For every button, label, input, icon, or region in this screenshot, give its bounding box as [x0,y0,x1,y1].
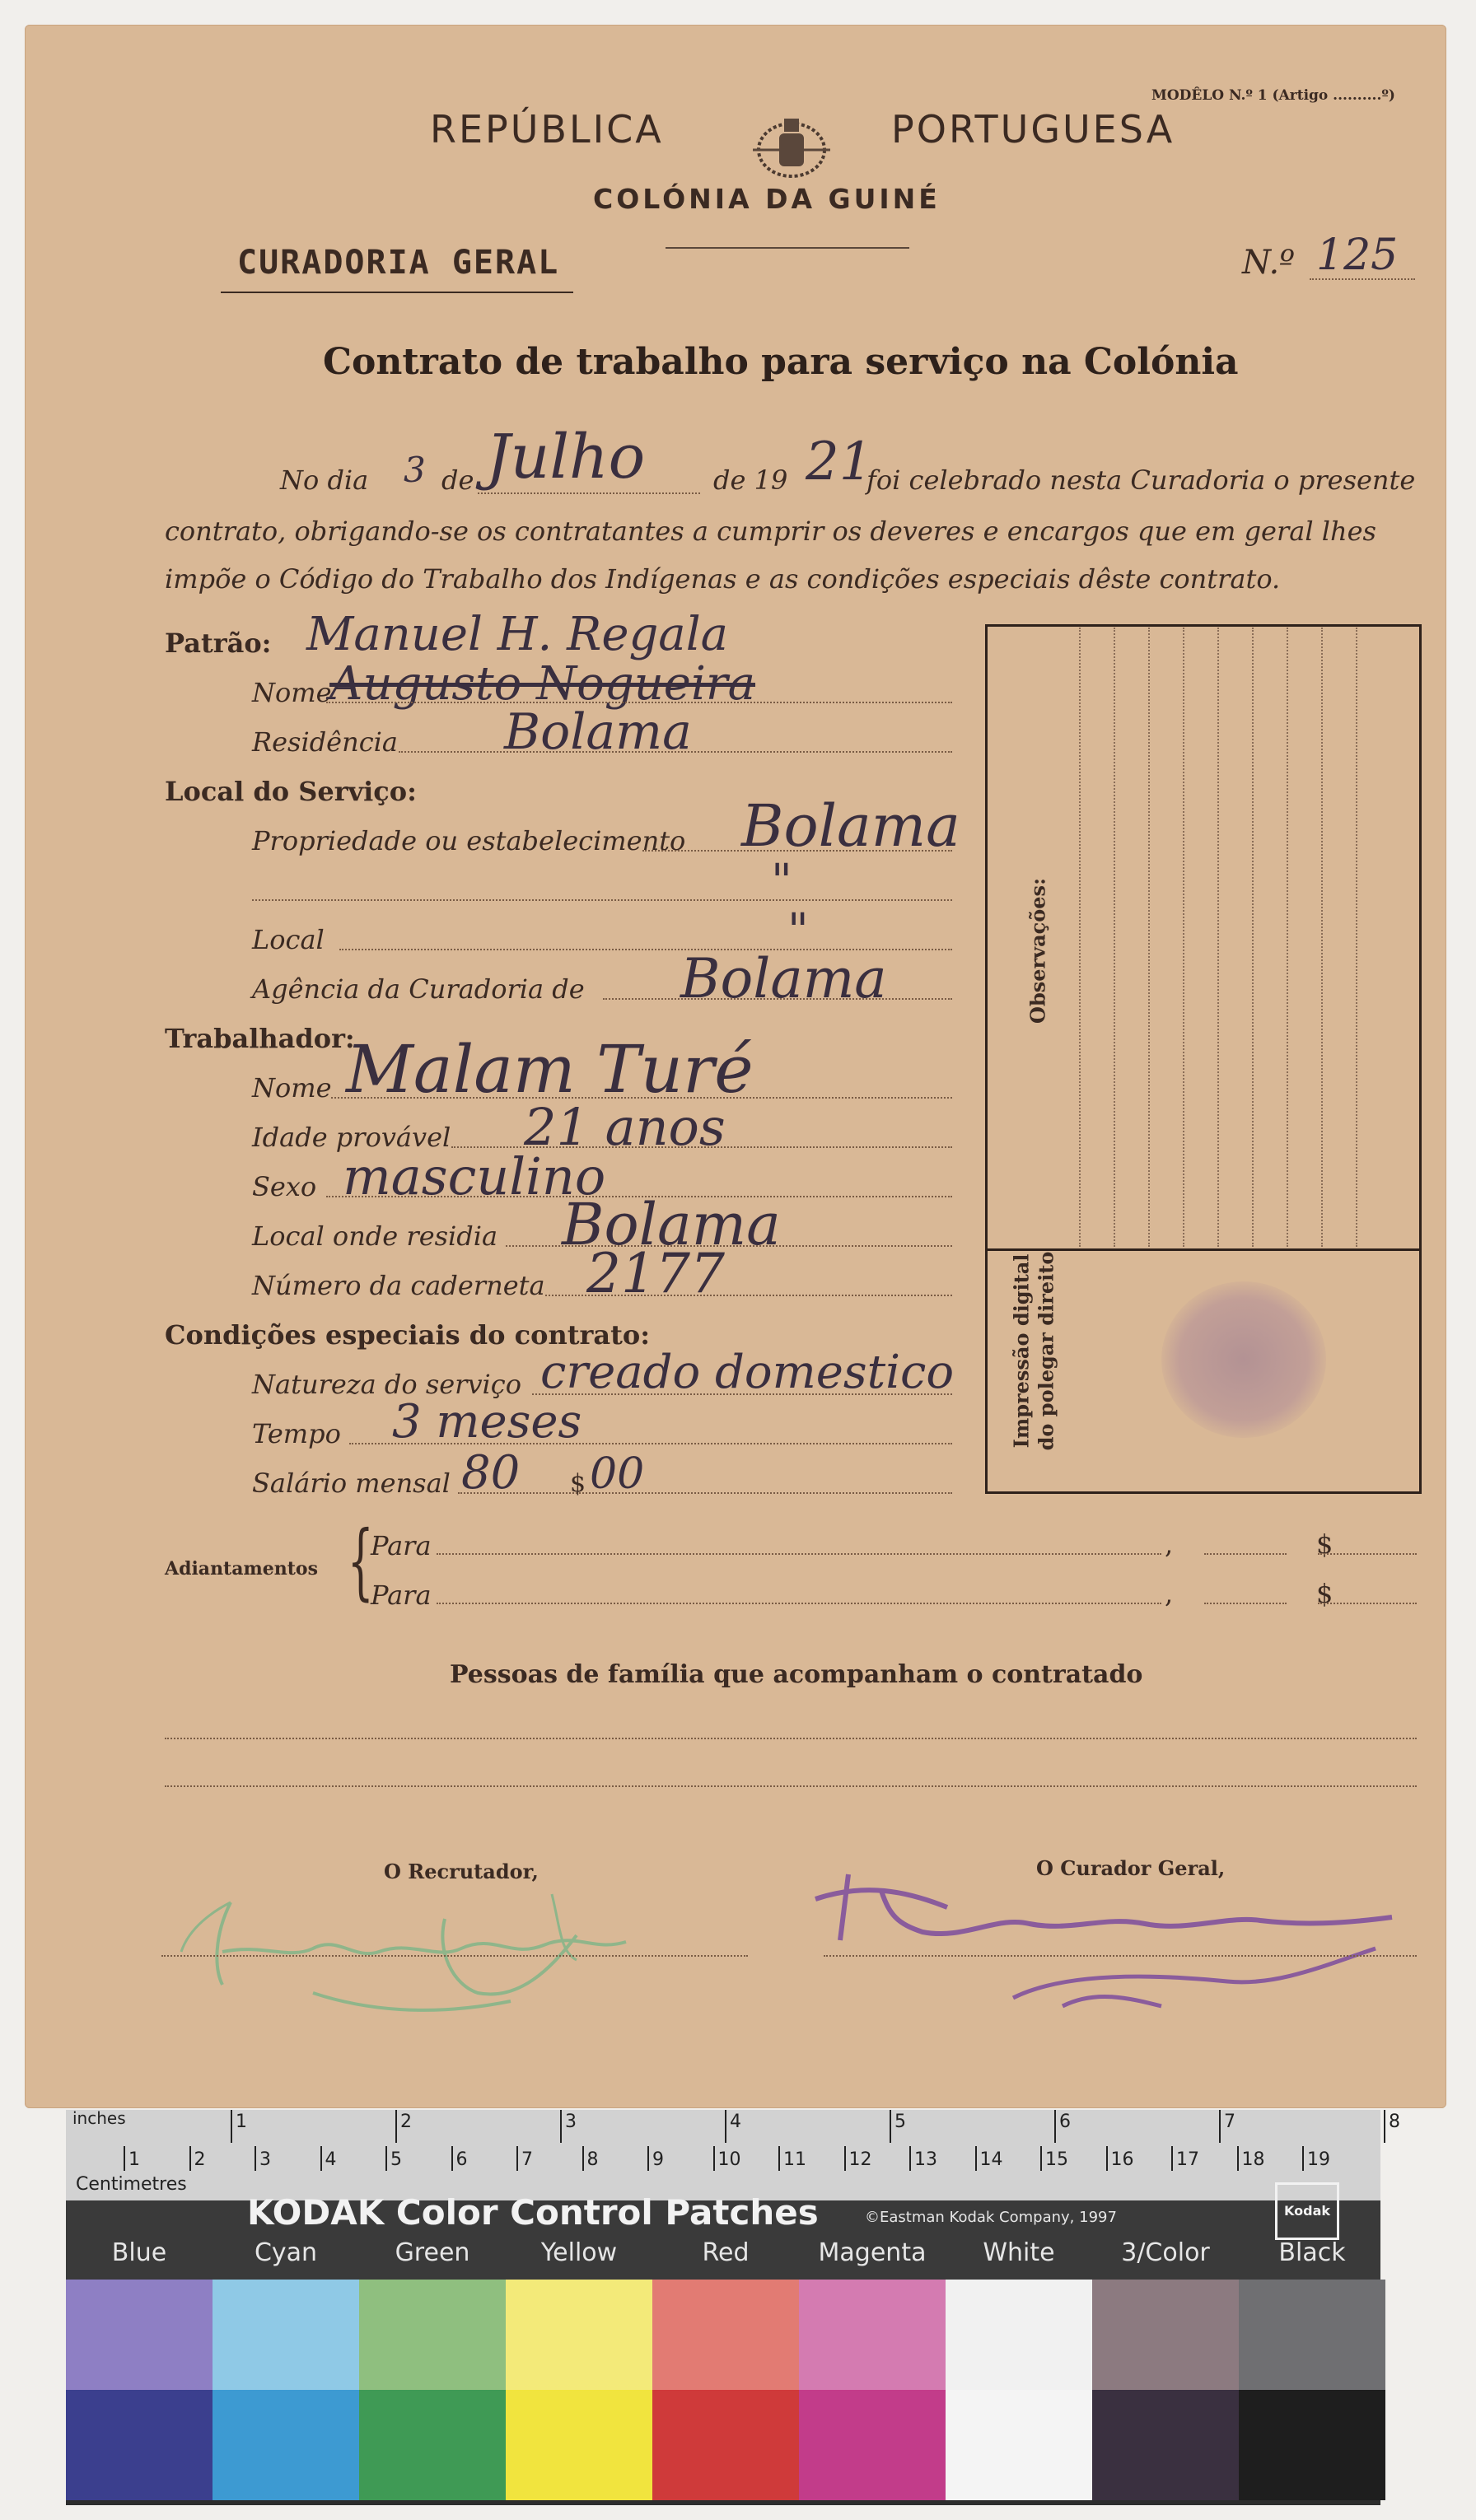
cm-tick [713,2146,715,2171]
adiantamentos-brace: { [347,1513,374,1609]
cm-tick [844,2146,846,2171]
inch-number: 3 [565,2112,577,2132]
color-patch-dark [1092,2390,1239,2500]
impressao-label-2: do polegar direito [1034,1251,1058,1451]
curadoria-geral: CURADORIA GERAL [237,244,560,282]
cm-number: 4 [325,2149,337,2170]
salario-hand: 80 [461,1446,521,1500]
color-patch-light [66,2280,213,2390]
cm-tick [516,2146,518,2171]
cm-tick [255,2146,256,2171]
cm-number: 2 [194,2149,206,2170]
patrao-nome-label: Nome [252,677,332,708]
intro-de: de [441,464,474,496]
kodak-logo: Kodak [1275,2182,1339,2240]
patch-label: White [983,2238,1055,2267]
para1-dollar: $ [1316,1528,1334,1560]
natureza-label: Natureza do serviço [252,1369,521,1400]
cm-number: 10 [717,2149,741,2170]
cm-tick [1106,2146,1108,2171]
cm-number: 15 [1045,2149,1068,2170]
cm-number: 8 [586,2149,599,2170]
color-patch-light [506,2280,652,2390]
coat-of-arms-icon [748,107,835,184]
cm-tick [385,2146,387,2171]
inch-number: 1 [236,2112,247,2132]
color-patch-light [799,2280,946,2390]
salario-cents: 00 [590,1449,645,1499]
impressao-label-1: Impressão digital [1009,1253,1034,1449]
color-patch-dark [652,2390,799,2500]
cm-tick [451,2146,453,2171]
familia-heading: Pessoas de família que acompanham o contratado [450,1660,1143,1689]
intro-year: 21 [806,432,873,492]
salario-label: Salário mensal [252,1468,451,1499]
inch-number: 4 [730,2112,741,2132]
tempo-hand: 3 meses [392,1395,582,1449]
patch-label: 3/Color [1121,2238,1210,2267]
cm-number: 5 [390,2149,402,2170]
color-patch-dark [946,2390,1092,2500]
cm-tick [1302,2146,1304,2171]
republica-text: REPÚBLICA [430,107,664,152]
color-patch-light [1092,2280,1239,2390]
cm-tick [647,2146,649,2171]
color-patch-light [1239,2280,1385,2390]
cm-number: 3 [259,2149,271,2170]
agencia-label: Agência da Curadoria de [252,973,585,1005]
cm-tick [909,2146,911,2171]
adiantamentos-label: Adiantamentos [165,1558,318,1580]
intro-line3: impõe o Código do Trabalho dos Indígenas e as condições especiais dêste contrato. [165,563,1281,595]
color-patch-light [359,2280,506,2390]
cm-tick [189,2146,191,2171]
colonia-text: COLÓNIA DA GUINÉ [593,183,941,215]
patrao-residencia-label: Residência [252,726,398,758]
condicoes-heading: Condições especiais do contrato: [165,1319,651,1351]
patch-label: Red [702,2238,750,2267]
inch-number: 8 [1389,2112,1400,2132]
cm-tick [1237,2146,1239,2171]
portuguesa-text: PORTUGUESA [891,107,1175,152]
intro-line2: contrato, obrigando-se os contratantes a cumprir os deveres e encargos que em geral lhes [165,516,1376,547]
para2-dollar: $ [1316,1578,1334,1609]
thumbprint [1161,1281,1326,1438]
color-patch-light [213,2280,359,2390]
recrutador-signature [165,1869,692,2026]
para2-label: Para [371,1580,432,1611]
natureza-hand: creado domestico [540,1346,955,1399]
patch-label: Black [1278,2238,1346,2267]
inch-number: 7 [1224,2112,1235,2132]
cm-tick [778,2146,780,2171]
cm-number: 12 [848,2149,872,2170]
trab-nome-label: Nome [252,1072,332,1104]
para2-comma: , [1165,1578,1174,1609]
inch-tick [231,2110,232,2143]
cm-tick [1040,2146,1042,2171]
local-label: Local [252,924,325,955]
color-patch-dark [1239,2390,1385,2500]
salario-unit: $ [570,1469,586,1498]
centimetres-label: Centimetres [76,2174,187,2195]
trab-nome-hand: Malam Turé [346,1031,754,1108]
number-label: N.º [1242,244,1295,282]
curador-signature [799,1841,1408,2031]
cm-number: 18 [1241,2149,1265,2170]
patch-label: Cyan [254,2238,318,2267]
inch-tick [1384,2110,1385,2143]
inches-label: inches [72,2108,126,2128]
cm-tick [1171,2146,1173,2171]
intro-de19: de 19 [713,464,788,496]
patch-label: Green [395,2238,470,2267]
trabalhador-heading: Trabalhador: [165,1023,355,1054]
cm-tick [975,2146,977,2171]
cm-number: 1 [128,2149,140,2170]
inch-tick [560,2110,562,2143]
model-number: MODÊLO N.º 1 (Artigo ..........º) [1151,87,1395,104]
inch-number: 5 [894,2112,906,2132]
patch-label: Blue [111,2238,167,2267]
patrao-nome-struck: Augusto Nogueira [329,657,756,711]
local-servico-heading: Local do Serviço: [165,776,417,807]
patrao-nome-hand: Manuel H. Regala [306,608,728,661]
para1-comma: , [1165,1528,1174,1560]
observacoes-label: Observações: [1025,878,1050,1024]
card-copyright: ©Eastman Kodak Company, 1997 [865,2209,1117,2226]
intro-no-dia: No dia [280,464,369,496]
para1-label: Para [371,1530,432,1561]
cm-number: 19 [1307,2149,1330,2170]
card-title: KODAK Color Control Patches [247,2192,819,2233]
patrao-residencia-hand: Bolama [504,703,692,761]
idade-label: Idade provável [252,1122,451,1153]
propriedade-label: Propriedade ou estabelecimento [252,825,686,856]
inch-tick [725,2110,726,2143]
inch-tick [890,2110,891,2143]
inch-number: 2 [400,2112,412,2132]
cm-number: 13 [914,2149,937,2170]
caderneta-hand: 2177 [586,1242,725,1305]
local-hand: " [787,904,809,958]
sexo-hand: masculino [343,1146,606,1206]
patrao-heading: Patrão: [165,628,272,659]
color-patch-dark [799,2390,946,2500]
intro-month: Julho [486,422,646,492]
cm-number: 11 [783,2149,806,2170]
color-patch-light [946,2280,1092,2390]
patch-label: Magenta [818,2238,927,2267]
intro-line1: foi celebrado nesta Curadoria o presente [866,464,1416,496]
inch-tick [1219,2110,1221,2143]
curadoria-underline [221,292,573,293]
inch-tick [395,2110,397,2143]
tempo-label: Tempo [252,1418,341,1449]
number-value: 125 [1316,231,1399,280]
caderneta-label: Número da caderneta [252,1270,545,1301]
color-patch-dark [213,2390,359,2500]
inch-number: 6 [1059,2112,1071,2132]
cm-number: 6 [455,2149,468,2170]
color-patch-light [652,2280,799,2390]
cm-tick [320,2146,322,2171]
cm-number: 16 [1110,2149,1134,2170]
sexo-label: Sexo [252,1171,317,1202]
residia-hand: Bolama [562,1191,781,1258]
recrutador-label: O Recrutador, [384,1860,539,1883]
color-patch-dark [506,2390,652,2500]
color-patch-dark [66,2390,213,2500]
propriedade-ditto: " [771,855,792,908]
curador-label: O Curador Geral, [1036,1856,1226,1880]
header-divider [666,247,909,249]
color-patch-dark [359,2390,506,2500]
intro-day: 3 [404,450,426,490]
inch-tick [1054,2110,1056,2143]
propriedade-hand: Bolama [741,792,960,860]
residia-label: Local onde residia [252,1220,498,1252]
cm-number: 7 [521,2149,533,2170]
idade-hand: 21 anos [524,1097,726,1157]
cm-number: 9 [652,2149,664,2170]
cm-tick [124,2146,125,2171]
patch-label: Yellow [540,2238,618,2267]
cm-number: 14 [979,2149,1003,2170]
agencia-hand: Bolama [680,947,887,1010]
cm-number: 17 [1176,2149,1199,2170]
cm-tick [582,2146,584,2171]
document-title: Contrato de trabalho para serviço na Colónia [323,341,1239,383]
